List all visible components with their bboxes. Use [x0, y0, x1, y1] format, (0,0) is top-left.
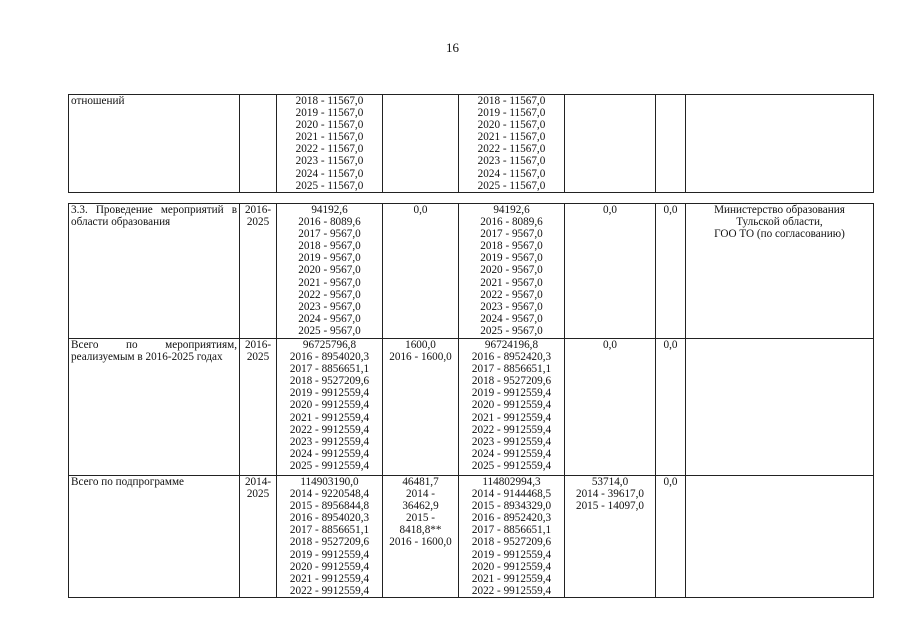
cell-line: 0,0	[413, 204, 428, 216]
cell-line: 2015 - 8934329,0	[471, 500, 552, 513]
cell-line: 2016 - 8952420,3	[471, 512, 552, 525]
cell-line: 2014 - 39617,0	[575, 488, 645, 501]
cell-local	[565, 339, 656, 476]
cell-line: 0,0	[663, 476, 678, 488]
cell-line: 2020 - 9912559,4	[471, 560, 552, 573]
cell-line: 2020 - 11567,0	[295, 119, 364, 132]
cell-line: 0,0	[603, 204, 617, 216]
cell-name	[69, 204, 240, 339]
cell-regional	[459, 339, 565, 476]
cell-other	[656, 339, 686, 476]
cell-line: Министерство образования	[714, 204, 845, 216]
cell-line: 114802994,3	[482, 476, 541, 488]
cell-line: 2016 - 1600,0	[389, 351, 452, 364]
cell-line: 2020 - 9567,0	[480, 264, 543, 277]
cell-executor	[686, 95, 874, 193]
cell-line: 2019 - 9567,0	[480, 252, 543, 265]
cell-line: 2025	[246, 216, 270, 229]
cell-line: 2023 - 9912559,4	[471, 435, 552, 448]
cell-line: Всего по подпрограмме	[71, 476, 185, 488]
cell-line: 2018 - 9527209,6	[471, 536, 552, 549]
cell-line: 0,0	[603, 339, 617, 351]
cell-line: 114903190,0	[300, 476, 359, 488]
cell-line: 2024 - 9912559,4	[471, 447, 552, 460]
cell-line: 2020 - 9567,0	[298, 264, 361, 277]
page-number: 16	[446, 40, 459, 55]
cell-line: 2024 - 9567,0	[298, 312, 361, 325]
cell-line: 2017 - 8856651,1	[471, 363, 552, 376]
cell-line: 2018 - 11567,0	[477, 95, 546, 107]
cell-line: 2021 - 11567,0	[477, 131, 546, 144]
cell-line: 2017 - 8856651,1	[471, 524, 552, 537]
cell-total	[277, 204, 383, 339]
cell-line: 2025 - 9912559,4	[471, 459, 552, 472]
cell-line: отношений	[71, 95, 125, 107]
cell-line: 2015 - 14097,0	[575, 500, 645, 513]
cell-line: 2018 - 9567,0	[480, 240, 543, 253]
cell-line: 2016 - 8089,6	[480, 216, 543, 229]
table-row	[69, 95, 874, 193]
table-row	[69, 204, 874, 339]
cell-line: 2025 - 9567,0	[480, 324, 543, 337]
cell-line: 2020 - 9912559,4	[289, 399, 370, 412]
cell-line: 94192,6	[493, 204, 530, 216]
cell-local	[565, 95, 656, 193]
cell-line: 2025 - 9567,0	[298, 324, 361, 337]
cell-period	[240, 339, 277, 476]
cell-line: 2024 - 11567,0	[295, 167, 364, 180]
cell-line: 2024 - 9912559,4	[289, 447, 370, 460]
cell-executor	[686, 204, 874, 339]
cell-line: 96725796,8	[302, 339, 357, 351]
cell-line: 96724196,8	[484, 339, 539, 351]
cell-line: 0,0	[663, 339, 678, 351]
cell-line: 2014 -	[406, 488, 435, 501]
cell-line: 2020 - 9912559,4	[471, 399, 552, 412]
cell-line: 2016-	[244, 339, 272, 351]
funding-table	[68, 203, 874, 598]
cell-line: 2023 - 11567,0	[295, 155, 364, 168]
cell-period	[240, 95, 277, 193]
cell-line: 2015 - 8956844,8	[289, 500, 370, 513]
cell-other	[656, 476, 686, 598]
cell-line: 2024 - 11567,0	[477, 167, 546, 180]
cell-other	[656, 204, 686, 339]
cell-line: 2022 - 11567,0	[477, 143, 546, 156]
cell-line: 2025 - 9912559,4	[289, 459, 370, 472]
cell-line: 2021 - 9567,0	[298, 276, 361, 289]
cell-line: 2016 - 1600,0	[389, 536, 452, 549]
cell-line: 2018 - 9567,0	[298, 240, 361, 253]
cell-regional	[459, 95, 565, 193]
cell-local	[565, 204, 656, 339]
cell-line: 2019 - 11567,0	[295, 107, 364, 120]
cell-line: 2019 - 9912559,4	[289, 548, 370, 561]
cell-line: 2024 - 9567,0	[480, 312, 543, 325]
cell-line: 2017 - 8856651,1	[289, 363, 370, 376]
cell-line: 1600,0	[405, 339, 436, 351]
cell-line: 2020 - 11567,0	[477, 119, 546, 132]
cell-federal	[383, 204, 459, 339]
cell-line: 2025 - 11567,0	[295, 179, 364, 192]
cell-line: 2019 - 9912559,4	[289, 387, 370, 400]
cell-total	[277, 339, 383, 476]
cell-line: 2020 - 9912559,4	[289, 560, 370, 573]
cell-line: 2023 - 11567,0	[477, 155, 546, 168]
cell-line: 2025	[246, 351, 270, 364]
cell-line: 2025	[246, 488, 270, 501]
cell-line: 2022 - 9567,0	[480, 288, 543, 301]
cell-line: 2017 - 9567,0	[480, 228, 543, 241]
cell-line: 2015 -	[406, 512, 435, 525]
cell-line: ГОО ТО (по согласованию)	[714, 228, 845, 241]
funding-table-continued	[68, 94, 874, 193]
cell-name	[69, 95, 240, 193]
cell-line: 2018 - 9527209,6	[289, 375, 370, 388]
cell-line: 2018 - 9527209,6	[289, 536, 370, 549]
cell-line: 2019 - 9912559,4	[471, 548, 552, 561]
cell-line: 2021 - 9912559,4	[289, 572, 370, 585]
cell-line: 2021 - 9912559,4	[471, 411, 552, 424]
cell-line: 8418,8**	[399, 524, 442, 537]
cell-name	[69, 476, 240, 598]
cell-other	[656, 95, 686, 193]
cell-line: 2022 - 9567,0	[298, 288, 361, 301]
cell-line: 2018 - 11567,0	[295, 95, 364, 107]
cell-line: 94192,6	[311, 204, 348, 216]
cell-line: 2022 - 11567,0	[295, 143, 364, 156]
cell-line: 2023 - 9912559,4	[289, 435, 370, 448]
table-row	[69, 339, 874, 476]
cell-line: 2022 - 9912559,4	[289, 584, 370, 597]
cell-line: 2021 - 9912559,4	[289, 411, 370, 424]
cell-line: 2023 - 9567,0	[298, 300, 361, 313]
cell-executor	[686, 476, 874, 598]
cell-line: Всего по мероприятиям, реализуемым в 2016-2025 годах	[71, 339, 237, 364]
cell-line: 2022 - 9912559,4	[471, 423, 552, 436]
cell-line: 2025 - 11567,0	[477, 179, 546, 192]
cell-period	[240, 476, 277, 598]
cell-line: 2022 - 9912559,4	[471, 584, 552, 597]
cell-line: 2019 - 11567,0	[477, 107, 546, 120]
cell-line: 2021 - 9567,0	[480, 276, 543, 289]
cell-line: 2014 - 9144468,5	[471, 488, 552, 501]
cell-line: 0,0	[663, 204, 678, 216]
cell-federal	[383, 339, 459, 476]
cell-line: 2016-	[244, 204, 272, 216]
cell-line: 3.3. Проведение мероприятий в области образования	[71, 204, 237, 229]
cell-line: 2017 - 8856651,1	[289, 524, 370, 537]
cell-line: 2021 - 9912559,4	[471, 572, 552, 585]
cell-period	[240, 204, 277, 339]
cell-line: 2017 - 9567,0	[298, 228, 361, 241]
cell-line: 2016 - 8954020,3	[289, 351, 370, 364]
cell-regional	[459, 204, 565, 339]
cell-line: 2019 - 9912559,4	[471, 387, 552, 400]
cell-regional	[459, 476, 565, 598]
cell-line: 2014-	[244, 476, 272, 488]
cell-line: 2016 - 8954020,3	[289, 512, 370, 525]
cell-executor	[686, 339, 874, 476]
cell-line: 2023 - 9567,0	[480, 300, 543, 313]
cell-line: 2022 - 9912559,4	[289, 423, 370, 436]
cell-line: 2021 - 11567,0	[295, 131, 364, 144]
cell-line: 2014 - 9220548,4	[289, 488, 370, 501]
cell-line: 2019 - 9567,0	[298, 252, 361, 265]
cell-federal	[383, 95, 459, 193]
cell-line: 2018 - 9527209,6	[471, 375, 552, 388]
cell-line: Тульской области,	[736, 216, 823, 229]
cell-name	[69, 339, 240, 476]
cell-line: 36462,9	[402, 500, 439, 513]
cell-line: 53714,0	[591, 476, 629, 488]
cell-total	[277, 95, 383, 193]
cell-line: 2016 - 8952420,3	[471, 351, 552, 364]
cell-local	[565, 476, 656, 598]
cell-total	[277, 476, 383, 598]
cell-federal	[383, 476, 459, 598]
cell-line: 2016 - 8089,6	[298, 216, 361, 229]
table-row	[69, 476, 874, 598]
cell-line: 46481,7	[402, 476, 439, 488]
